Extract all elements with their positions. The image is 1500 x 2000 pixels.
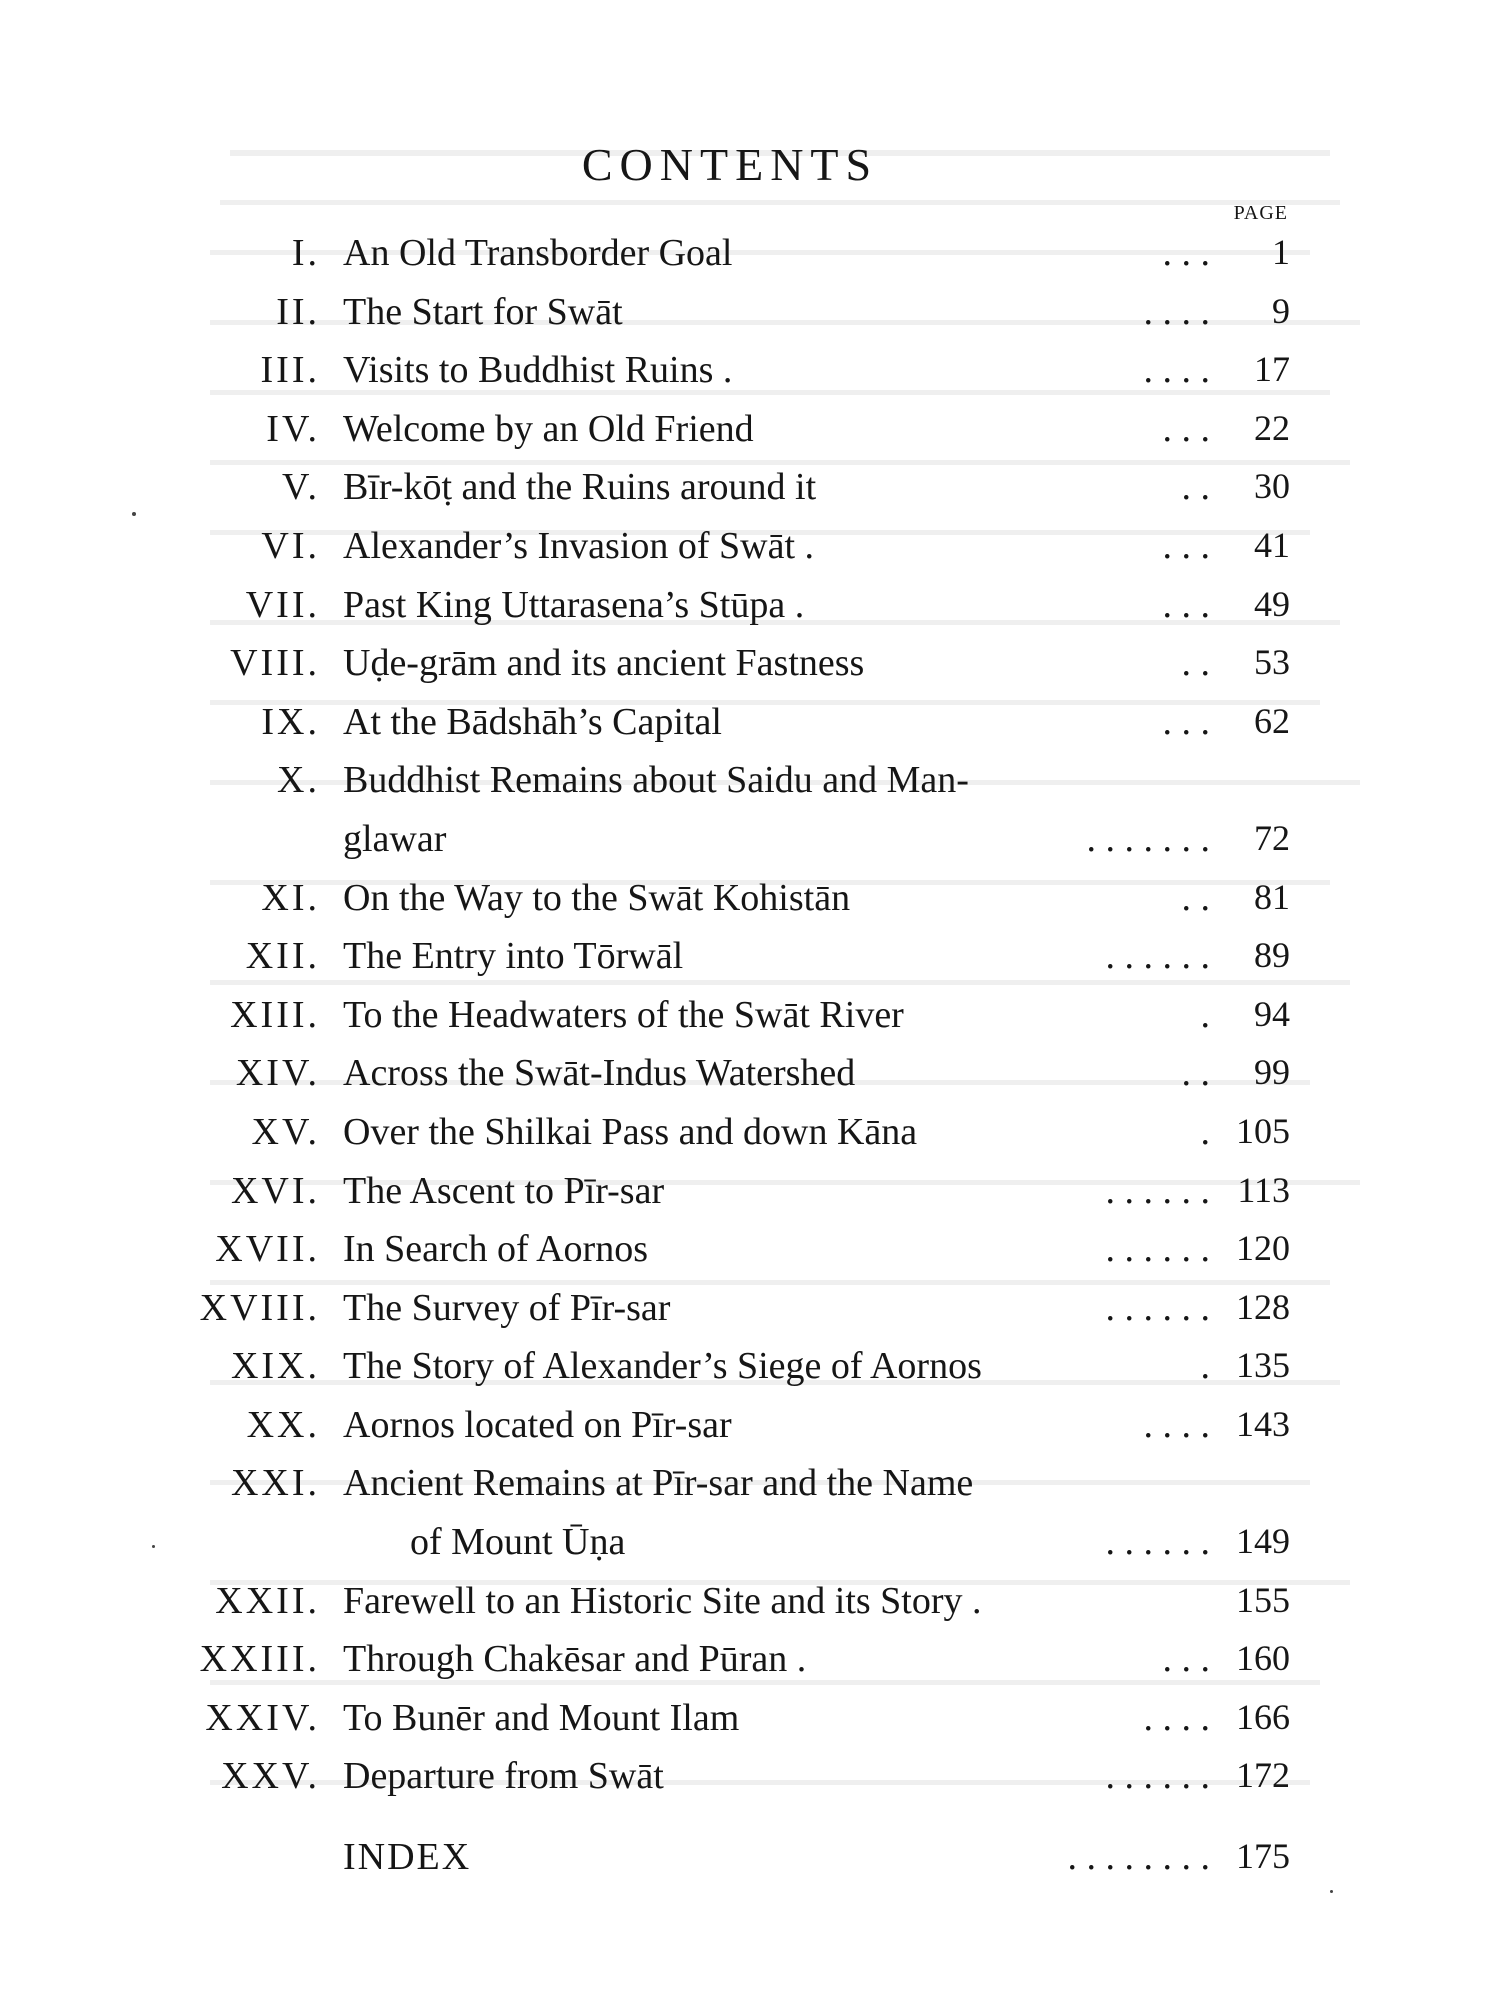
leader-dots: . . . . . . — [1105, 1755, 1210, 1798]
page-number: 160 — [1236, 1638, 1290, 1679]
chapter-title: Uḍe-grām and its ancient Fastness — [343, 642, 865, 685]
page-number: 166 — [1236, 1696, 1290, 1737]
chapter-title-continued: of Mount Ūṇa — [410, 1521, 626, 1564]
toc-entry — [0, 577, 1500, 636]
toc-entry — [0, 987, 1500, 1046]
chapter-number: II. — [276, 290, 320, 333]
chapter-number: XXV. — [221, 1755, 320, 1798]
chapter-title: The Start for Swāt — [343, 290, 623, 333]
chapter-title: Welcome by an Old Friend — [343, 407, 754, 450]
index-title: INDEX — [343, 1836, 472, 1879]
chapter-title-continued: glawar — [343, 817, 447, 860]
paper-speck — [1330, 1890, 1333, 1893]
leader-dots: . . . . . . — [1105, 1169, 1210, 1212]
chapter-title: The Ascent to Pīr-sar — [343, 1169, 665, 1212]
page-number: 155 — [1236, 1579, 1290, 1620]
leader-dots: . . . . — [1143, 1696, 1210, 1739]
leader-dots: . . . . — [1143, 290, 1210, 333]
chapter-number: XX. — [246, 1403, 320, 1446]
page-number: 99 — [1254, 1052, 1290, 1093]
toc-entry — [0, 1631, 1500, 1690]
page-number: 1 — [1272, 232, 1290, 272]
page-number: 62 — [1254, 700, 1290, 741]
toc-entry — [0, 1455, 1500, 1572]
toc-entry — [0, 752, 1500, 869]
table-of-contents — [0, 225, 1500, 1888]
chapter-number: XXIII. — [199, 1638, 320, 1681]
chapter-number: X. — [277, 759, 320, 802]
toc-entry — [0, 1104, 1500, 1163]
chapter-title: At the Bādshāh’s Capital — [343, 700, 722, 743]
leader-dots: . . . — [1162, 700, 1210, 743]
chapter-number: XVIII. — [199, 1286, 320, 1329]
toc-entry — [0, 518, 1500, 577]
chapter-number: V. — [281, 466, 320, 509]
leader-dots: . . — [1181, 876, 1210, 919]
page-number: 113 — [1237, 1169, 1290, 1210]
toc-entry — [0, 1690, 1500, 1749]
page-number: 89 — [1254, 935, 1290, 976]
leader-dots: . . . — [1162, 583, 1210, 626]
chapter-title: Visits to Buddhist Ruins . — [343, 349, 733, 392]
chapter-title: Through Chakēsar and Pūran . — [343, 1638, 807, 1681]
leader-dots: . . . . — [1143, 1403, 1210, 1446]
page-number: 72 — [1254, 817, 1290, 858]
chapter-number: XIII. — [230, 993, 320, 1036]
leader-dots: . . . . . . — [1105, 1228, 1210, 1271]
toc-entry — [0, 401, 1500, 460]
chapter-number: XVI. — [230, 1169, 320, 1212]
chapter-title: Bīr-kōṭ and the Ruins around it — [343, 466, 817, 509]
page-number: 94 — [1254, 993, 1290, 1034]
toc-entry — [0, 1573, 1500, 1632]
toc-entry — [0, 1163, 1500, 1222]
toc-entry — [0, 1045, 1500, 1104]
chapter-number: IV. — [266, 407, 320, 450]
page-number: 53 — [1254, 642, 1290, 683]
chapter-number: XIV. — [235, 1052, 320, 1095]
chapter-number: XXII. — [215, 1579, 320, 1622]
toc-entry — [0, 1748, 1500, 1807]
chapter-number: XII. — [245, 935, 320, 978]
chapter-number: IX. — [261, 700, 320, 743]
page-number: 22 — [1254, 407, 1290, 448]
toc-entry — [0, 1397, 1500, 1456]
toc-entry — [0, 342, 1500, 401]
chapter-number: VII. — [245, 583, 320, 626]
chapter-number: XIX. — [230, 1345, 320, 1388]
leader-dots: . . . . . . . — [1086, 817, 1210, 860]
page-number: 175 — [1236, 1836, 1290, 1877]
chapter-title: The Survey of Pīr-sar — [343, 1286, 671, 1329]
chapter-title: Buddhist Remains about Saidu and Man- — [343, 759, 969, 802]
chapter-number: XI. — [261, 876, 320, 919]
toc-entry-index — [0, 1829, 1500, 1888]
leader-dots: . — [1200, 1345, 1210, 1388]
leader-dots: . . — [1181, 466, 1210, 509]
chapter-title: To Bunēr and Mount Ilam — [343, 1696, 740, 1739]
chapter-title: Alexander’s Invasion of Swāt . — [343, 524, 815, 567]
leader-dots: . . . — [1162, 1638, 1210, 1681]
page-number: 9 — [1272, 290, 1290, 331]
leader-dots: . . . . . . — [1105, 935, 1210, 978]
chapter-title: The Entry into Tōrwāl — [343, 935, 684, 978]
chapter-title: In Search of Aornos — [343, 1228, 648, 1271]
chapter-number: VI. — [261, 524, 320, 567]
chapter-number: III. — [260, 349, 320, 392]
page-number: 17 — [1254, 349, 1290, 390]
page-number: 120 — [1236, 1228, 1290, 1269]
chapter-title: Ancient Remains at Pīr-sar and the Name — [343, 1462, 974, 1505]
page-column-label: PAGE — [1233, 202, 1288, 224]
leader-dots: . — [1200, 993, 1210, 1036]
page-title: CONTENTS — [581, 139, 879, 190]
chapter-number: I. — [291, 232, 320, 274]
chapter-title: Across the Swāt-Indus Watershed — [343, 1052, 856, 1095]
toc-entry — [0, 459, 1500, 518]
chapter-number: XXI. — [230, 1462, 320, 1505]
toc-entry — [0, 870, 1500, 929]
chapter-title: Past King Uttarasena’s Stūpa . — [343, 583, 805, 626]
leader-dots: . . — [1181, 1052, 1210, 1095]
leader-dots: . . . — [1162, 407, 1210, 450]
chapter-title: An Old Transborder Goal — [343, 232, 733, 274]
toc-entry — [0, 1338, 1500, 1397]
leader-dots: . — [1200, 1110, 1210, 1153]
leader-dots: . . — [1181, 642, 1210, 685]
chapter-number: VIII. — [230, 642, 320, 685]
leader-dots: . . . . . . — [1105, 1521, 1210, 1564]
leader-dots: . . . — [1162, 232, 1210, 274]
toc-entry — [0, 1280, 1500, 1339]
toc-entry — [0, 635, 1500, 694]
page-number: 49 — [1254, 583, 1290, 624]
toc-entry — [0, 225, 1500, 284]
chapter-number: XV. — [251, 1110, 320, 1153]
chapter-number: XVII. — [215, 1228, 320, 1271]
chapter-title: To the Headwaters of the Swāt River — [343, 993, 904, 1036]
chapter-title: Farewell to an Historic Site and its Story . — [343, 1579, 982, 1622]
page-number: 172 — [1236, 1755, 1290, 1796]
chapter-title: Over the Shilkai Pass and down Kāna — [343, 1110, 918, 1153]
page-number: 105 — [1236, 1110, 1290, 1151]
chapter-title: On the Way to the Swāt Kohistān — [343, 876, 851, 919]
page-number: 81 — [1254, 876, 1290, 917]
leader-dots: . . . — [1162, 524, 1210, 567]
toc-entry — [0, 928, 1500, 987]
leader-dots: . . . . . . — [1105, 1286, 1210, 1329]
page-number: 128 — [1236, 1286, 1290, 1327]
chapter-title: Aornos located on Pīr-sar — [343, 1403, 732, 1446]
chapter-title: The Story of Alexander’s Siege of Aornos — [343, 1345, 982, 1388]
page-number: 41 — [1254, 524, 1290, 565]
toc-entry — [0, 694, 1500, 753]
toc-entry — [0, 1221, 1500, 1280]
chapter-number: XXIV. — [205, 1696, 320, 1739]
leader-dots: . . . . . . . . — [1067, 1836, 1210, 1879]
page-number: 135 — [1236, 1345, 1290, 1386]
page-number: 30 — [1254, 466, 1290, 507]
page-number: 143 — [1236, 1403, 1290, 1444]
leader-dots: . . . . — [1143, 349, 1210, 392]
toc-entry — [0, 284, 1500, 343]
chapter-title: Departure from Swāt — [343, 1755, 664, 1798]
page-number: 149 — [1236, 1521, 1290, 1562]
